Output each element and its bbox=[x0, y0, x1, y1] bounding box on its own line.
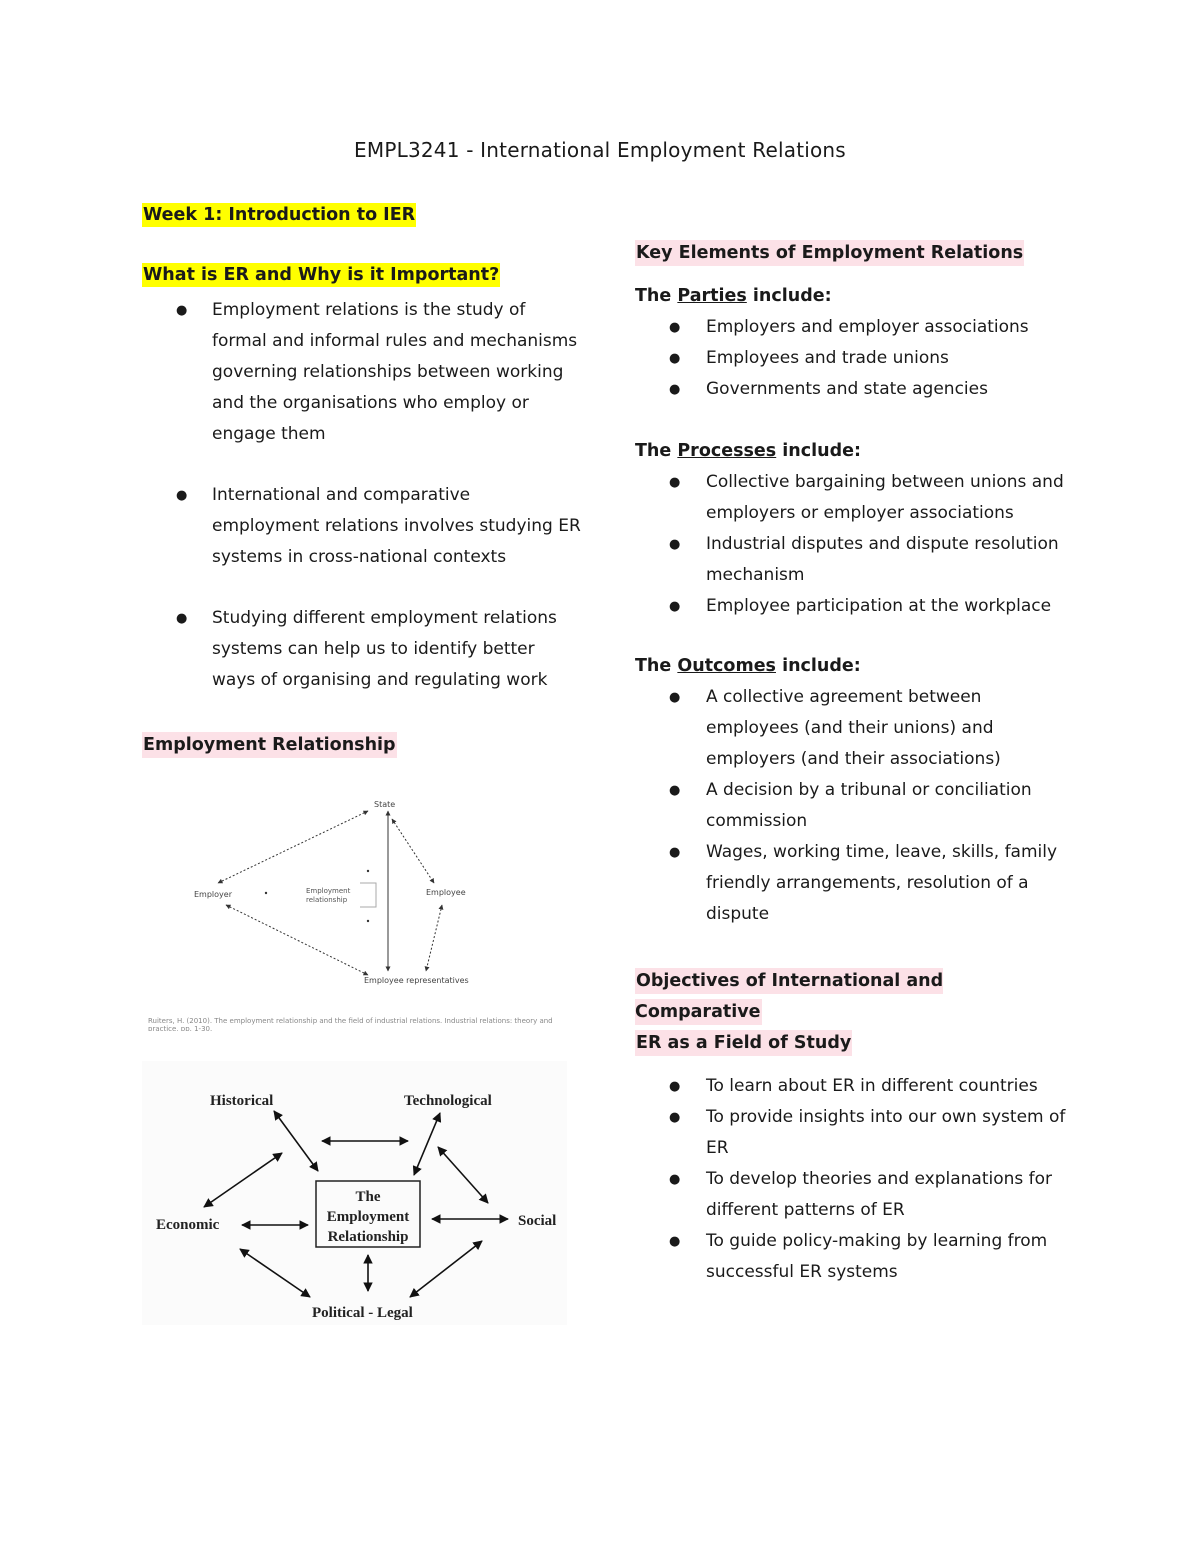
figure-caption-2: practice, pp. 1-30. bbox=[148, 1025, 213, 1031]
economic-label: Economic bbox=[156, 1217, 220, 1233]
list-item: ● Employees and trade unions bbox=[635, 343, 1075, 374]
list-item: ● Studying different employment relations systems can help us to identify better ways of organising and regulating work bbox=[142, 603, 582, 696]
arrow-economic-political bbox=[240, 1249, 310, 1297]
figure-caption-1: Ruiters, H. (2010). The employment relationship and the field of industrial relations. Industrial relations: theory and bbox=[148, 1017, 553, 1025]
rel-heading: Employment Relationship bbox=[142, 732, 397, 758]
processes-heading bbox=[635, 436, 1075, 467]
list-item: ● Employee participation at the workplace bbox=[635, 591, 1075, 622]
list-item: ● Employment relations is the study of formal and informal rules and mechanisms governing relationships between working and the organisations who employ or engage them bbox=[142, 295, 582, 450]
dot bbox=[367, 870, 369, 872]
objectives-heading-2: ER as a Field of Study bbox=[635, 1030, 852, 1056]
state-label: State bbox=[374, 800, 396, 809]
parties-post: include: bbox=[746, 286, 832, 306]
list-item: ● Employers and employer associations bbox=[635, 312, 1075, 343]
rel-heading-wrap bbox=[142, 730, 582, 761]
list-item: ● A decision by a tribunal or conciliation commission bbox=[635, 775, 1075, 837]
employer-label: Employer bbox=[194, 890, 232, 899]
left-column bbox=[142, 205, 582, 1325]
list-item: ● Collective bargaining between unions and employers or employer associations bbox=[635, 467, 1075, 529]
processes-list bbox=[635, 467, 1075, 622]
list-item: ● International and comparative employment relations involves studying ER systems in cross-national contexts bbox=[142, 480, 582, 573]
what-list bbox=[142, 295, 582, 696]
objectives-list bbox=[635, 1071, 1075, 1288]
list-item: ● To guide policy-making by learning from successful ER systems bbox=[635, 1226, 1075, 1288]
arrow-historical bbox=[274, 1111, 318, 1171]
parties-list bbox=[635, 312, 1075, 405]
list-item: ● A collective agreement between employees (and their unions) and employers (and their associations) bbox=[635, 682, 1075, 775]
outcomes-pre: The bbox=[635, 656, 678, 676]
list-item: ● To provide insights into our own system of ER bbox=[635, 1102, 1075, 1164]
arrow-employer-reps bbox=[226, 905, 368, 975]
reps-label: Employee representatives bbox=[364, 976, 469, 985]
what-heading-wrap bbox=[142, 265, 582, 285]
processes-post: include: bbox=[776, 441, 861, 461]
arrow-social-political bbox=[410, 1241, 482, 1297]
objectives-heading-wrap bbox=[635, 966, 1075, 1059]
arrow-technological bbox=[414, 1113, 440, 1175]
outcomes-heading bbox=[635, 651, 1075, 682]
dot bbox=[367, 920, 369, 922]
outcomes-post: include: bbox=[775, 656, 861, 676]
center-bracket bbox=[360, 883, 376, 907]
outcomes-list bbox=[635, 682, 1075, 930]
parties-word: Parties bbox=[677, 286, 747, 306]
center-text-3: Relationship bbox=[327, 1229, 409, 1245]
outcomes-word: Outcomes bbox=[677, 656, 776, 676]
center-text-2: Employment bbox=[326, 1209, 410, 1225]
objectives-heading-1: Objectives of International and Comparative bbox=[635, 968, 943, 1025]
processes-word: Processes bbox=[677, 441, 777, 461]
week-heading-wrap bbox=[142, 205, 582, 225]
key-heading: Key Elements of Employment Relations bbox=[635, 240, 1024, 266]
key-heading-wrap bbox=[635, 238, 1075, 269]
list-item: ● To develop theories and explanations for different patterns of ER bbox=[635, 1164, 1075, 1226]
center-label-1: Employment bbox=[306, 887, 351, 895]
what-heading: What is ER and Why is it Important? bbox=[143, 265, 500, 285]
arrow-state-employer bbox=[218, 811, 368, 883]
influences-figure bbox=[142, 1061, 567, 1325]
political-label: Political - Legal bbox=[312, 1305, 413, 1321]
center-text-1: The bbox=[355, 1189, 381, 1205]
arrow-historical-economic bbox=[204, 1153, 282, 1207]
dot bbox=[265, 892, 267, 894]
list-item: ● Industrial disputes and dispute resolution mechanism bbox=[635, 529, 1075, 591]
center-label-2: relationship bbox=[306, 896, 348, 904]
parties-pre: The bbox=[635, 286, 678, 306]
list-item: ● Governments and state agencies bbox=[635, 374, 1075, 405]
processes-pre: The bbox=[635, 441, 678, 461]
social-label: Social bbox=[518, 1213, 557, 1229]
parties-heading bbox=[635, 281, 1075, 312]
employee-label: Employee bbox=[426, 888, 466, 897]
document-title: EMPL3241 - International Employment Relations bbox=[354, 138, 846, 162]
arrow-tech-social bbox=[438, 1147, 488, 1203]
week-heading: Week 1: Introduction to IER bbox=[143, 205, 416, 225]
list-item: ● To learn about ER in different countries bbox=[635, 1071, 1075, 1102]
arrow-state-employee bbox=[392, 819, 434, 883]
technological-label: Technological bbox=[404, 1093, 492, 1109]
historical-label: Historical bbox=[210, 1093, 274, 1109]
right-column bbox=[635, 238, 1075, 1288]
arrow-employee-reps bbox=[426, 905, 442, 971]
employment-relationship-figure bbox=[142, 771, 582, 1031]
list-item: ● Wages, working time, leave, skills, family friendly arrangements, resolution of a dispute bbox=[635, 837, 1075, 930]
